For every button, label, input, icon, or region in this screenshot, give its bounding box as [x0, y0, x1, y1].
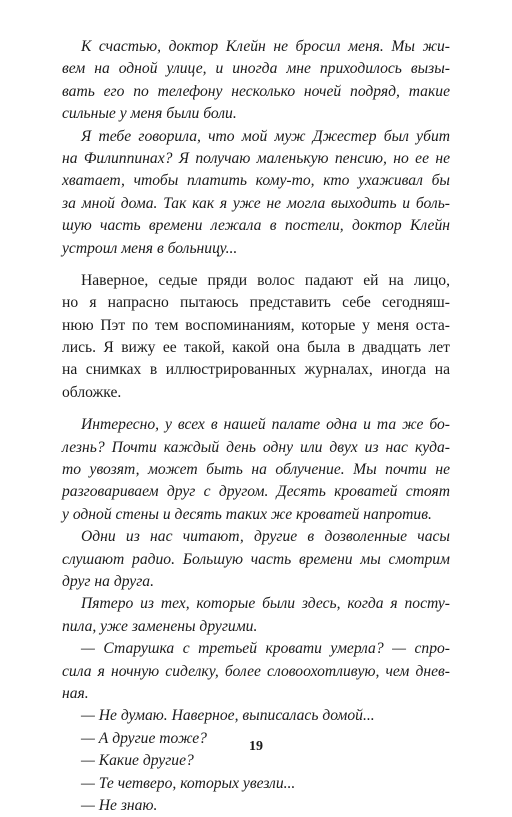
text-line: разговариваем друг с другом. Десять кроватей стоят — [62, 483, 450, 501]
narration-passage — [62, 270, 450, 404]
text-line: лись. Я вижу ее такой, какой она была в двадцать лет — [62, 339, 450, 357]
text-line: лезнь? Почти каждый день одну или двух из нас куда- — [62, 438, 450, 456]
paragraph-gap — [62, 404, 450, 414]
text-line: Одни из нас читают, другие в дозволенные часы — [81, 528, 450, 546]
text-line: пила, уже заменены другими. — [62, 617, 258, 635]
book-page-text — [62, 36, 450, 817]
text-line: друг на друга. — [62, 572, 154, 590]
text-line: за мной дома. Так как я уже не могла выходить и боль- — [62, 194, 450, 212]
text-line: — Не знаю. — [81, 796, 158, 814]
text-line: — Те четверо, которых увезли... — [81, 774, 296, 792]
text-line: обложке. — [62, 383, 122, 401]
text-line: — Какие другие? — [81, 752, 194, 770]
text-line: у одной стены и десять таких же кроватей напротив. — [62, 505, 432, 523]
text-line: устроил меня в больницу... — [62, 239, 238, 257]
text-line: Я тебе говорила, что мой муж Джестер был убит — [81, 127, 450, 145]
text-line: сила я ночную сиделку, более словоохотливую, чем днев- — [62, 662, 450, 680]
text-line: — А другие тоже? — [81, 729, 207, 747]
text-line: шую часть времени лежала в постели, доктор Клейн — [62, 217, 450, 235]
paragraph-gap — [62, 260, 450, 270]
text-line: на снимках в иллюстрированных журналах, иногда на — [62, 361, 450, 379]
text-line: на Филиппинах? Я получаю маленькую пенсию, но ее не — [62, 149, 450, 167]
text-line: К счастью, доктор Клейн не бросил меня. Мы жи- — [81, 38, 450, 55]
text-line: вать его по телефону несколько ночей подряд, такие — [62, 82, 450, 100]
text-line: сильные у меня были боли. — [62, 105, 237, 123]
text-line: хватает, чтобы платить кому-то, кто ухаживал бы — [62, 172, 450, 190]
italic-passage — [62, 36, 450, 260]
text-line: — Не думаю. Наверное, выписалась домой... — [81, 707, 375, 725]
text-line: вем на одной улице, и иногда мне приходилось вызы- — [62, 60, 450, 78]
text-line: ная. — [62, 684, 89, 702]
text-line: то увозят, может быть на облучение. Мы почти не — [62, 461, 450, 479]
text-line: — Старушка с третьей кровати умерла? — спро- — [81, 640, 450, 658]
text-line: Интересно, у всех в нашей палате одна и та же бо- — [81, 416, 450, 434]
text-line: Пятеро из тех, которые были здесь, когда я посту- — [81, 595, 450, 613]
text-line: Наверное, седые пряди волос падают ей на лицо, — [81, 271, 450, 289]
text-line: но я напрасно пытаюсь представить себе сегодняш- — [62, 294, 450, 312]
text-line: слушают радио. Большую часть времени мы смотрим — [62, 550, 450, 568]
text-line: нюю Пэт по тем воспоминаниям, которые у меня оста- — [62, 316, 450, 334]
page-number: 19 — [249, 739, 263, 754]
italic-passage — [62, 414, 450, 817]
